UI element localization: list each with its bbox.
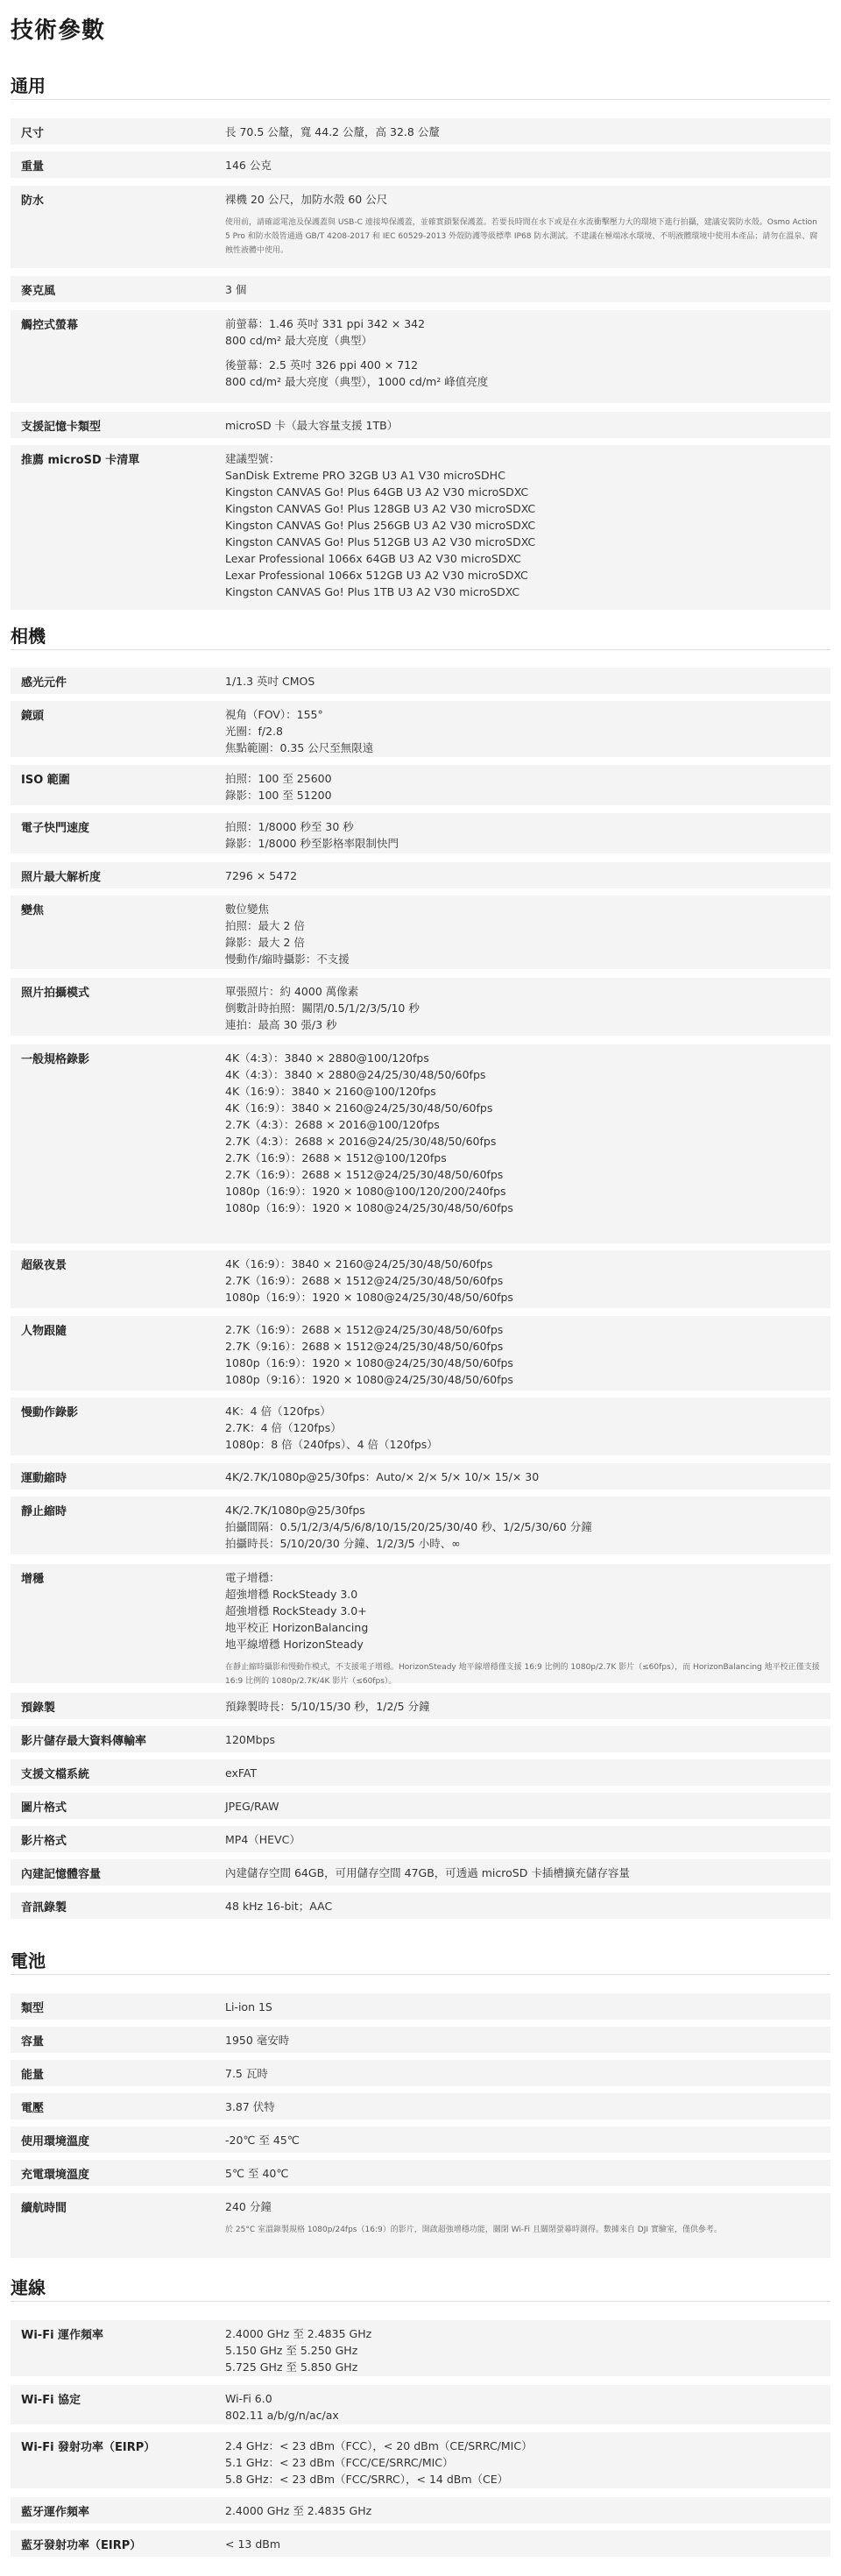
- spec-value-line: 拍照：100 至 25600: [225, 772, 332, 785]
- spec-value-line: 焦點範圍：0.35 公尺至無限遠: [225, 741, 374, 754]
- spec-label: 影片儲存最大資料傳輸率: [21, 1735, 147, 1748]
- spec-value-line: Li-ion 1S: [225, 2000, 272, 2013]
- spec-value-gap: [225, 349, 822, 357]
- spec-row: [11, 2093, 830, 2120]
- spec-row: [11, 1693, 830, 1719]
- spec-row: [11, 412, 830, 438]
- spec-row: [11, 1726, 830, 1752]
- spec-value-line: 4K（4:3）：3840 × 2880@100/120fps: [225, 1051, 429, 1065]
- spec-row: [11, 1859, 830, 1886]
- spec-value: [225, 983, 822, 1033]
- spec-value-line: 4K（16:9）：3840 × 2160@24/25/30/48/50/60fps: [225, 1257, 493, 1270]
- spec-value-line: 5℃ 至 40℃: [225, 2167, 289, 2180]
- spec-label: 運動縮時: [21, 1472, 67, 1485]
- spec-value-line: 4K/2.7K/1080p@25/30fps: [225, 1504, 365, 1517]
- spec-row: [11, 895, 830, 969]
- spec-row: [11, 1316, 830, 1391]
- spec-row: [11, 152, 830, 178]
- spec-value-line: 2.7K（16:9）：2688 × 1512@24/25/30/48/50/60fps: [225, 1274, 504, 1287]
- spec-value: [225, 157, 822, 173]
- spec-label: 圖片格式: [21, 1801, 67, 1815]
- spec-value-line: 2.7K（16:9）：2688 × 1512@24/25/30/48/50/60fps: [225, 1168, 504, 1181]
- section-divider: [11, 649, 830, 650]
- spec-value: [225, 1831, 822, 1848]
- spec-value-line: 2.7K：4 倍（120fps）: [225, 1421, 342, 1434]
- spec-label: 重量: [21, 160, 45, 173]
- spec-row: [11, 1044, 830, 1243]
- spec-value-line: 1080p（9:16）：1920 × 1080@24/25/30/48/50/60fps: [225, 1373, 513, 1386]
- spec-label: Wi-Fi 發射功率（EIRP）: [21, 2441, 156, 2454]
- spec-label: 電子快門速度: [21, 822, 90, 835]
- spec-value-line: 7.5 瓦時: [225, 2067, 268, 2080]
- spec-row: [11, 668, 830, 694]
- spec-row: [11, 118, 830, 145]
- spec-value: [225, 1765, 822, 1781]
- spec-row: [11, 2193, 830, 2258]
- spec-value-line: 內建儲存空間 64GB，可用儲存空間 47GB，可透過 microSD 卡插槽擴充儲存容量: [225, 1866, 630, 1879]
- spec-value-line: 2.4000 GHz 至 2.4835 GHz: [225, 2327, 372, 2340]
- spec-footnote: 於 25°C 室溫錄製規格 1080p/24fps（16:9）的影片，開啟超強增穩功能，關閉 Wi-Fi 且關閉螢幕時測得。數據來自 DJI 實驗室，僅供參考。: [225, 2226, 722, 2234]
- spec-row: [11, 445, 830, 610]
- spec-row: [11, 186, 830, 268]
- spec-value-line: 單張照片：約 4000 萬像素: [225, 985, 359, 998]
- spec-row: [11, 1250, 830, 1308]
- spec-value: [225, 1502, 822, 1552]
- spec-row: [11, 2385, 830, 2424]
- spec-value-line: Lexar Professional 1066x 512GB U3 A2 V30 microSDXC: [225, 569, 528, 582]
- spec-row: [11, 1893, 830, 1919]
- spec-value-line: 4K/2.7K/1080p@25/30fps：Auto/× 2/× 5/× 10/× 15/× 30: [225, 1470, 540, 1483]
- spec-value-line: 拍攝時長：5/10/20/30 分鐘、1/2/3/5 小時、∞: [225, 1537, 461, 1550]
- spec-label: 藍牙發射功率（EIRP）: [21, 2539, 142, 2552]
- spec-label: 支援文檔系統: [21, 1768, 90, 1781]
- spec-value-line: 2.7K（16:9）：2688 × 1512@24/25/30/48/50/60fps: [225, 1323, 504, 1336]
- spec-value-line: microSD 卡（最大容量支援 1TB）: [225, 419, 399, 432]
- spec-value-line: Kingston CANVAS Go! Plus 1TB U3 A2 V30 microSDXC: [225, 585, 520, 598]
- spec-value: [225, 2502, 822, 2519]
- spec-value-line: 3.87 伏特: [225, 2100, 275, 2113]
- spec-value: [225, 124, 822, 140]
- spec-label: 感光元件: [21, 676, 67, 690]
- spec-value-line: 120Mbps: [225, 1733, 276, 1746]
- spec-label: 防水: [21, 195, 45, 208]
- spec-value: [225, 1731, 822, 1748]
- spec-value: [225, 2198, 822, 2237]
- spec-value-line: 5.8 GHz：< 23 dBm（FCC/SRRC），< 14 dBm（CE）: [225, 2473, 509, 2486]
- spec-row: [11, 2027, 830, 2053]
- spec-value-line: 拍照：最大 2 倍: [225, 919, 305, 932]
- spec-value-line: 長 70.5 公釐，寬 44.2 公釐，高 32.8 公釐: [225, 125, 440, 138]
- spec-value-line: 前螢幕：1.46 英吋 331 ppi 342 × 342: [225, 317, 426, 330]
- spec-label: 續航時間: [21, 2202, 67, 2215]
- spec-value: [225, 1898, 822, 1914]
- spec-row: [11, 2432, 830, 2488]
- spec-label: 音訊錄製: [21, 1901, 67, 1914]
- spec-label: 藍牙運作頻率: [21, 2506, 90, 2519]
- spec-value-line: 數位變焦: [225, 902, 270, 916]
- spec-value-line: JPEG/RAW: [225, 1800, 279, 1813]
- spec-value-line: 3 個: [225, 283, 247, 296]
- spec-value-line: 2.4 GHz：< 23 dBm（FCC），< 20 dBm（CE/SRRC/MIC）: [225, 2439, 533, 2452]
- spec-row: [11, 862, 830, 888]
- spec-row: [11, 310, 830, 403]
- spec-value-line: 視角（FOV）：155°: [225, 708, 323, 721]
- spec-label: 變焦: [21, 904, 45, 917]
- spec-value-line: 地平校正 HorizonBalancing: [225, 1621, 369, 1634]
- spec-value: [225, 1256, 822, 1306]
- spec-value: [225, 2438, 822, 2488]
- spec-row: [11, 978, 830, 1036]
- spec-value: [225, 818, 822, 852]
- spec-value: [225, 281, 822, 298]
- spec-value-line: 2.7K（16:9）：2688 × 1512@100/120fps: [225, 1151, 447, 1164]
- spec-label: 推薦 microSD 卡清單: [21, 454, 140, 467]
- spec-label: 類型: [21, 2002, 45, 2015]
- spec-value: [225, 2536, 822, 2552]
- spec-value: [225, 2065, 822, 2082]
- spec-value-line: Kingston CANVAS Go! Plus 128GB U3 A2 V30 microSDXC: [225, 502, 536, 515]
- spec-row: [11, 1398, 830, 1455]
- spec-row: [11, 2320, 830, 2376]
- spec-value-line: 240 分鐘: [225, 2200, 272, 2213]
- spec-value: [225, 901, 822, 967]
- spec-label: 能量: [21, 2069, 45, 2082]
- spec-label: ISO 範圍: [21, 774, 70, 787]
- spec-label: 預錄製: [21, 1702, 56, 1715]
- spec-value-line: 1080p（16:9）：1920 × 1080@24/25/30/48/50/60fps: [225, 1356, 513, 1369]
- spec-value-line: 超強增穩 RockSteady 3.0: [225, 1588, 358, 1601]
- spec-value-line: 800 cd/m² 最大亮度（典型），1000 cd/m² 峰值亮度: [225, 375, 489, 388]
- section-title: 電池: [11, 1950, 46, 1971]
- spec-value-line: 1080p（16:9）：1920 × 1080@24/25/30/48/50/60fps: [225, 1201, 513, 1214]
- spec-row: [11, 2497, 830, 2523]
- spec-row: [11, 1793, 830, 1819]
- spec-value-line: 2.7K（4:3）：2688 × 2016@24/25/30/48/50/60fps: [225, 1135, 497, 1148]
- spec-row: [11, 276, 830, 302]
- spec-value-line: 地平線增穩 HorizonSteady: [225, 1638, 364, 1651]
- spec-value-line: 4K（4:3）：3840 × 2880@24/25/30/48/50/60fps: [225, 1068, 486, 1081]
- spec-value-line: 錄影：1/8000 秒至影格率限制快門: [225, 837, 399, 850]
- spec-footnote: 使用前，請確認電池及保護蓋與 USB-C 連接埠保護蓋，並確實鎖緊保護蓋。若要長時間在水下或是在水流衝擊壓力大的環境下進行拍攝，建議安裝防水殼。Osmo Action 5 Pro 和防水殼皆通過 GB/T 4208-2017 和 IEC 60529-2013 外殼防護等級標準 IP68 防水測試。不建議在極端冰水環境、不明液體環境中使用本產品；請勿在溫泉、腐蝕性液體中使用。: [225, 218, 818, 255]
- spec-value-line: Kingston CANVAS Go! Plus 256GB U3 A2 V30 microSDXC: [225, 519, 536, 532]
- spec-label: 照片最大解析度: [21, 871, 102, 884]
- spec-value-line: 連拍：最高 30 張/3 秒: [225, 1018, 337, 1031]
- section-title: 通用: [11, 75, 46, 96]
- spec-label: 人物跟隨: [21, 1325, 67, 1338]
- spec-value-line: 7296 × 5472: [225, 869, 298, 882]
- spec-value: [225, 770, 822, 803]
- spec-value-line: 4K：4 倍（120fps）: [225, 1405, 331, 1418]
- spec-value-line: Kingston CANVAS Go! Plus 512GB U3 A2 V30 microSDXC: [225, 535, 536, 548]
- spec-value-line: 光圈：f/2.8: [225, 725, 283, 738]
- spec-label: 鏡頭: [21, 710, 45, 723]
- spec-value-line: 拍照：1/8000 秒至 30 秒: [225, 820, 354, 833]
- spec-value-line: 預錄製時長：5/10/15/30 秒，1/2/5 分鐘: [225, 1700, 430, 1713]
- spec-value: [225, 315, 822, 390]
- spec-value: [225, 673, 822, 690]
- spec-value-line: 2.4000 GHz 至 2.4835 GHz: [225, 2504, 372, 2517]
- section-title: 連線: [11, 2277, 46, 2298]
- spec-label: 電壓: [21, 2102, 45, 2115]
- spec-value-line: exFAT: [225, 1766, 258, 1780]
- spec-value: [225, 2390, 822, 2424]
- spec-value-line: 146 公克: [225, 159, 272, 172]
- spec-value: [225, 2132, 822, 2148]
- spec-label: Wi-Fi 協定: [21, 2394, 81, 2407]
- spec-value-line: 5.150 GHz 至 5.250 GHz: [225, 2344, 358, 2357]
- spec-label: 內建記憶體容量: [21, 1868, 102, 1881]
- spec-value-line: 2.7K（4:3）：2688 × 2016@100/120fps: [225, 1118, 440, 1131]
- spec-label: Wi-Fi 運作頻率: [21, 2329, 104, 2342]
- spec-label: 增穩: [21, 1573, 45, 1586]
- spec-value-line: 超強增穩 RockSteady 3.0+: [225, 1604, 367, 1617]
- spec-value: [225, 1468, 822, 1485]
- spec-label: 觸控式螢幕: [21, 319, 79, 332]
- spec-value: [225, 2165, 822, 2182]
- spec-value: [225, 417, 822, 434]
- spec-row: [11, 1993, 830, 2020]
- spec-value-line: 1/1.3 英吋 CMOS: [225, 675, 315, 688]
- spec-value-line: 802.11 a/b/g/n/ac/ax: [225, 2409, 339, 2422]
- spec-value: [225, 1050, 822, 1216]
- section-divider: [11, 2301, 830, 2302]
- spec-value: [225, 1403, 822, 1453]
- spec-label: 使用環境溫度: [21, 2135, 90, 2148]
- spec-label: 慢動作錄影: [21, 1406, 79, 1419]
- spec-row: [11, 1564, 830, 1686]
- spec-label: 一般規格錄影: [21, 1053, 90, 1066]
- spec-row: [11, 1759, 830, 1786]
- spec-value-line: 裸機 20 公尺，加防水殼 60 公尺: [225, 193, 388, 206]
- spec-value-line: 慢動作/縮時攝影：不支援: [225, 952, 350, 966]
- spec-value: [225, 191, 822, 258]
- spec-value: [225, 2325, 822, 2375]
- section-title: 相機: [11, 626, 46, 647]
- spec-value-line: 1080p（16:9）：1920 × 1080@24/25/30/48/50/60fps: [225, 1291, 513, 1304]
- spec-value: [225, 1999, 822, 2015]
- spec-value: [225, 1865, 822, 1881]
- spec-label: 照片拍攝模式: [21, 987, 90, 1000]
- spec-value-line: 48 kHz 16-bit；AAC: [225, 1900, 333, 1913]
- spec-value-line: 1080p（16:9）：1920 × 1080@100/120/200/240fps: [225, 1185, 506, 1198]
- spec-label: 容量: [21, 2035, 45, 2049]
- spec-value-line: 5.725 GHz 至 5.850 GHz: [225, 2360, 358, 2374]
- spec-value-line: 1080p：8 倍（240fps）、4 倍（120fps）: [225, 1438, 438, 1451]
- spec-label: 超級夜景: [21, 1259, 67, 1272]
- spec-value: [225, 867, 822, 884]
- spec-value-line: 800 cd/m² 最大亮度（典型）: [225, 334, 373, 347]
- spec-value-line: 4K（16:9）：3840 × 2160@100/120fps: [225, 1085, 436, 1098]
- spec-label: 充電環境溫度: [21, 2169, 90, 2182]
- spec-value: [225, 706, 822, 756]
- spec-value-line: 倒數計時拍照：關閉/0.5/1/2/3/5/10 秒: [225, 1001, 420, 1015]
- spec-value: [225, 1321, 822, 1388]
- spec-label: 支援記憶卡類型: [21, 421, 102, 434]
- spec-value-line: 4K（16:9）：3840 × 2160@24/25/30/48/50/60fps: [225, 1101, 493, 1115]
- spec-value-line: Wi-Fi 6.0: [225, 2392, 272, 2405]
- spec-value: [225, 1698, 822, 1715]
- spec-value-line: 2.7K（9:16）：2688 × 1512@24/25/30/48/50/60fps: [225, 1340, 504, 1353]
- spec-row: [11, 765, 830, 805]
- section-divider: [11, 99, 830, 100]
- spec-value-line: Kingston CANVAS Go! Plus 64GB U3 A2 V30 microSDXC: [225, 485, 529, 499]
- section-divider: [11, 1974, 830, 1975]
- spec-label: 尺寸: [21, 127, 45, 140]
- spec-value: [225, 450, 822, 600]
- spec-value-line: 後螢幕：2.5 英吋 326 ppi 400 × 712: [225, 358, 419, 372]
- spec-value-line: 電子增穩：: [225, 1571, 280, 1584]
- spec-value-line: 建議型號：: [225, 452, 280, 465]
- spec-value-line: 錄影：最大 2 倍: [225, 936, 305, 949]
- spec-label: 靜止縮時: [21, 1505, 67, 1518]
- spec-row: [11, 813, 830, 853]
- spec-row: [11, 2530, 830, 2557]
- spec-value: [225, 2032, 822, 2049]
- spec-value-line: 拍攝間隔：0.5/1/2/3/4/5/6/8/10/15/20/25/30/40 秒、1/2/5/30/60 分鐘: [225, 1520, 592, 1533]
- spec-value-line: MP4（HEVC）: [225, 1833, 300, 1846]
- spec-value: [225, 2098, 822, 2115]
- spec-row: [11, 2160, 830, 2186]
- spec-row: [11, 1463, 830, 1490]
- spec-row: [11, 1497, 830, 1554]
- spec-value-line: 錄影：100 至 51200: [225, 789, 332, 802]
- page-title: 技術參數: [11, 18, 106, 44]
- spec-value-line: SanDisk Extreme PRO 32GB U3 A1 V30 microSDHC: [225, 469, 505, 482]
- spec-value: [225, 1569, 822, 1688]
- spec-footnote: 在靜止縮時攝影和慢動作模式，不支援電子增穩。HorizonSteady 地平線增穩僅支援 16:9 比例的 1080p/2.7K 影片（≤60fps），而 HorizonBalancing 地平校正僅支援 16:9 比例的 1080p/2.7K/4K 影片（≤60fps）。: [225, 1663, 820, 1686]
- spec-row: [11, 1826, 830, 1852]
- spec-label: 麥克風: [21, 285, 56, 298]
- spec-value-line: 5.1 GHz：< 23 dBm（FCC/CE/SRRC/MIC）: [225, 2456, 454, 2469]
- spec-value-line: < 13 dBm: [225, 2537, 281, 2551]
- spec-value-line: 1950 毫安時: [225, 2034, 290, 2047]
- spec-label: 影片格式: [21, 1835, 67, 1848]
- spec-row: [11, 2127, 830, 2153]
- spec-value-line: -20℃ 至 45℃: [225, 2134, 300, 2147]
- spec-row: [11, 701, 830, 757]
- spec-value-line: Lexar Professional 1066x 64GB U3 A2 V30 microSDXC: [225, 552, 521, 565]
- spec-row: [11, 2060, 830, 2086]
- spec-value: [225, 1798, 822, 1815]
